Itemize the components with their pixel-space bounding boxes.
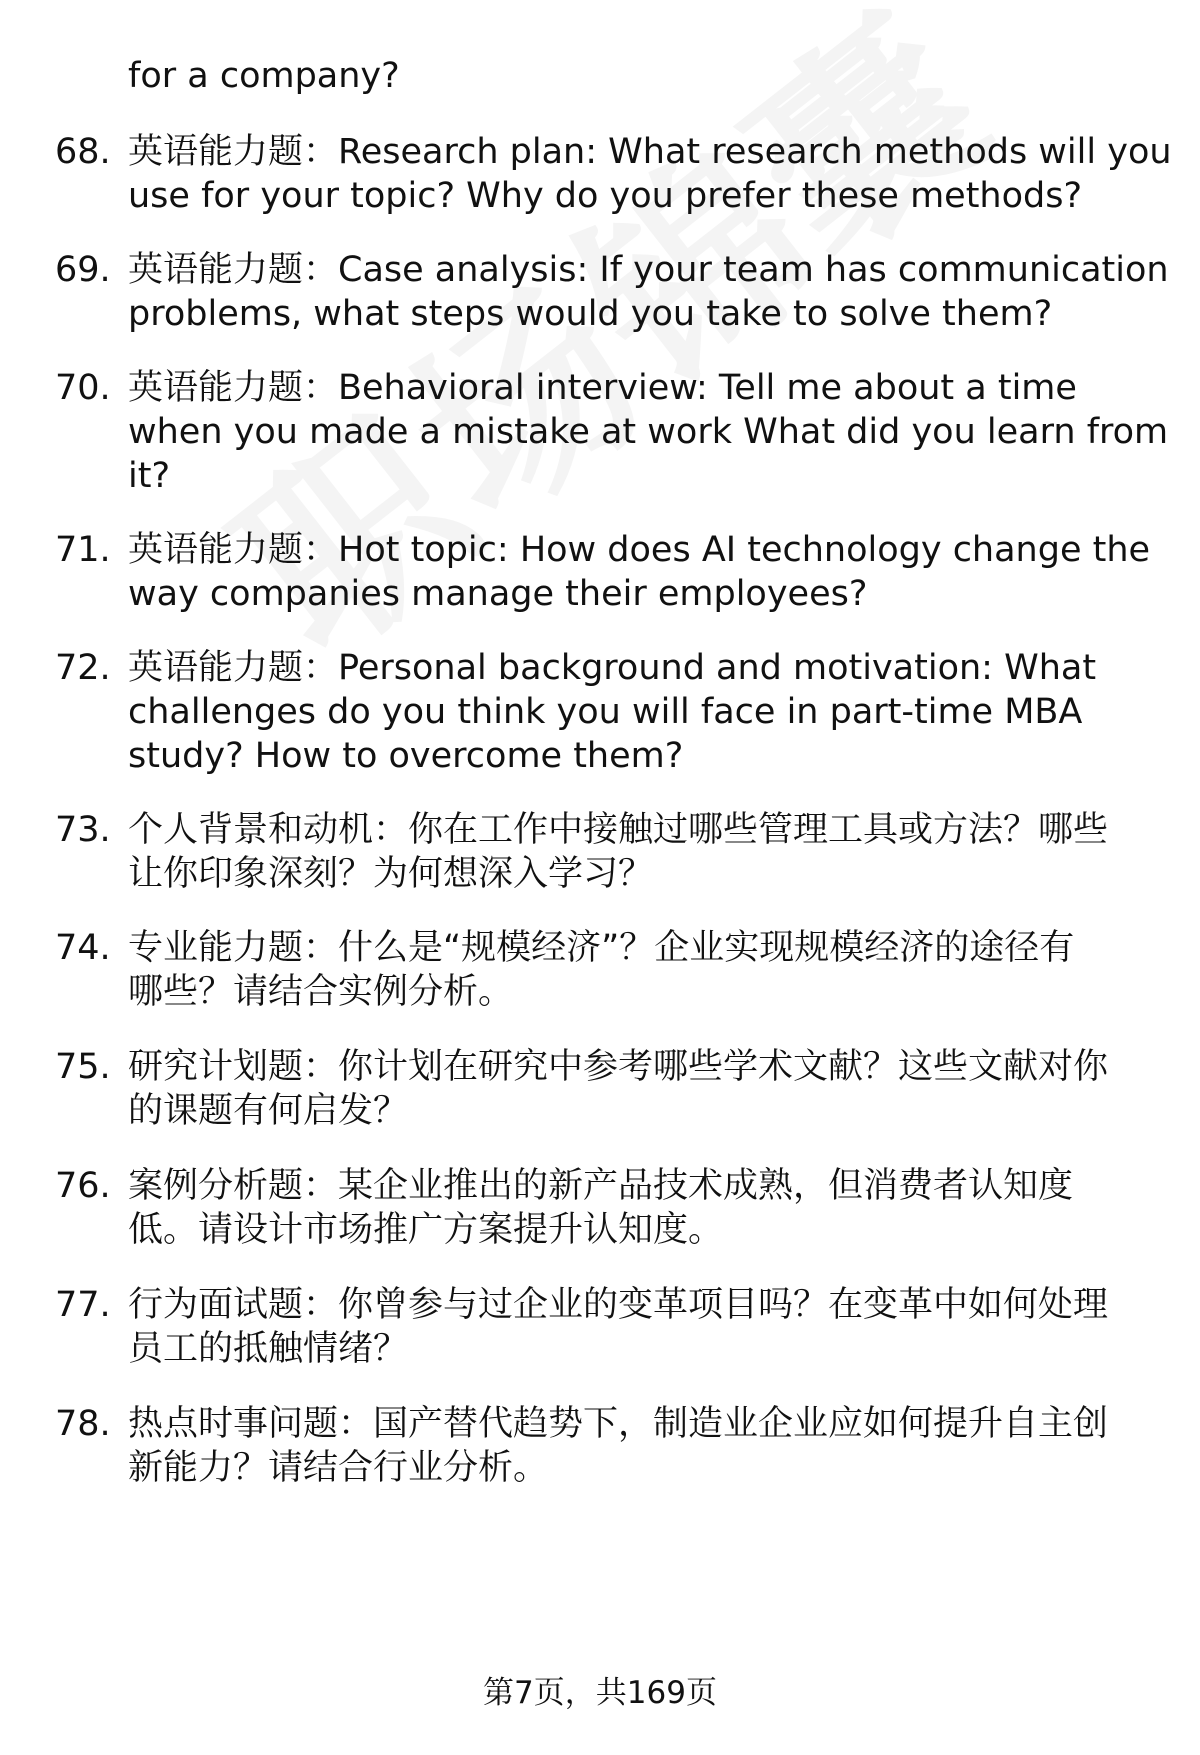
question-number: 74.: [55, 928, 111, 968]
question-text-line: 低。请设计市场推广方案提升认知度。: [128, 1210, 724, 1250]
question-number: 70.: [55, 368, 111, 408]
question-text-line: problems, what steps would you take to solve them?: [128, 294, 1053, 334]
question-text-line: challenges do you think you will face in part-time MBA: [128, 692, 1083, 732]
question-number: 69.: [55, 250, 111, 290]
question-text-line: it?: [128, 456, 171, 496]
question-text-line: 英语能力题：Hot topic: How does AI technology change the: [128, 530, 1151, 570]
question-text-line: 的课题有何启发？: [128, 1091, 409, 1131]
question-text-line: 研究计划题：你计划在研究中参考哪些学术文献？这些文献对你: [128, 1047, 1109, 1087]
question-text-line: use for your topic? Why do you prefer these methods?: [128, 176, 1083, 216]
question-number: 75.: [55, 1047, 111, 1087]
question-number: 71.: [55, 530, 111, 570]
question-number: 77.: [55, 1285, 111, 1325]
question-text-line: 英语能力题：Research plan: What research methods will you: [128, 132, 1172, 172]
question-text-line: 英语能力题：Personal background and motivation: What: [128, 648, 1097, 688]
question-text-line: 英语能力题：Behavioral interview: Tell me about a time: [128, 368, 1077, 408]
question-text-line: 热点时事问题：国产替代趋势下，制造业企业应如何提升自主创: [128, 1404, 1109, 1444]
question-text-line: 让你印象深刻？为何想深入学习？: [128, 854, 654, 894]
question-number: 68.: [55, 132, 111, 172]
question-text-line: 新能力？请结合行业分析。: [128, 1448, 549, 1488]
question-text-line: 专业能力题：什么是“规模经济”？企业实现规模经济的途径有: [128, 928, 1075, 968]
question-text-line: study? How to overcome them?: [128, 736, 684, 776]
question-text-line: way companies manage their employees?: [128, 574, 868, 614]
question-number: 73.: [55, 810, 111, 850]
question-number: 78.: [55, 1404, 111, 1444]
page-footer: 第7页，共169页: [483, 1675, 717, 1711]
question-text-line: 英语能力题：Case analysis: If your team has communication: [128, 250, 1169, 290]
question-text-line: 员工的抵触情绪？: [128, 1329, 409, 1369]
continued-line: for a company?: [128, 56, 400, 96]
question-number: 72.: [55, 648, 111, 688]
question-text-line: 案例分析题：某企业推出的新产品技术成熟，但消费者认知度: [128, 1166, 1074, 1206]
question-text-line: when you made a mistake at work What did you learn from: [128, 412, 1169, 452]
question-text-line: 个人背景和动机：你在工作中接触过哪些管理工具或方法？哪些: [128, 810, 1109, 850]
question-text-line: 行为面试题：你曾参与过企业的变革项目吗？在变革中如何处理: [128, 1285, 1109, 1325]
question-text-line: 哪些？请结合实例分析。: [128, 972, 514, 1012]
question-number: 76.: [55, 1166, 111, 1206]
